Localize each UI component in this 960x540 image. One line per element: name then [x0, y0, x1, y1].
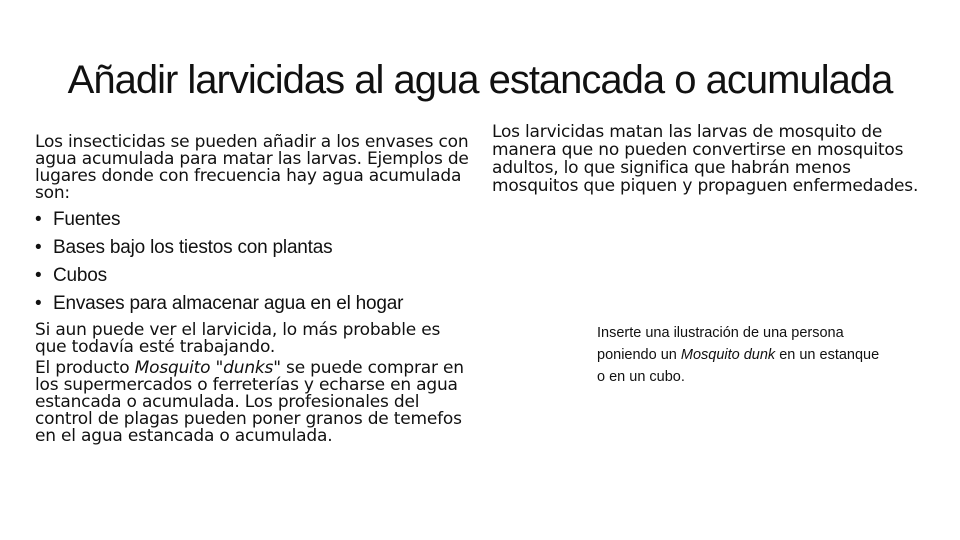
intro-paragraph: Los insecticidas se pueden añadir a los envases con agua acumulada para matar las larvas. Ejemplos de lugares donde con frecuencia hay agua acumulada son:	[35, 132, 469, 203]
bullet-icon: •	[35, 293, 42, 314]
followup-paragraph: Si aun puede ver el larvicida, lo más probable es que todavía esté trabajando.	[35, 320, 441, 357]
note-prefix: Inserte una ilustración de una persona poniendo un	[597, 325, 844, 363]
product-name: Mosquito "dunks"	[134, 358, 281, 378]
list-item-text: Fuentes	[53, 209, 121, 230]
list-item	[35, 262, 475, 290]
list-item	[35, 234, 475, 262]
list-item-text: Envases para almacenar agua en el hogar	[53, 293, 404, 314]
bullet-icon: •	[35, 209, 42, 230]
list-item-text: Bases bajo los tiestos con plantas	[53, 237, 333, 258]
list-item-text: Cubos	[53, 265, 107, 286]
slide-title: Añadir larvicidas al agua estancada o acumulada	[67, 58, 893, 102]
water-sources-list	[35, 206, 475, 318]
right-column-text: Los larvicidas matan las larvas de mosquito de manera que no pueden convertirse en mosquitos adultos, lo que significa que habrán menos mosquitos que piquen y propaguen enfermedades.	[492, 122, 919, 196]
note-suffix: en un estanque o en un cubo.	[597, 347, 880, 385]
left-column	[35, 134, 475, 445]
product-description: se puede comprar en los supermercados o ferreterías y echarse en agua estancada o acumulada. Los profesionales del control de plagas pueden poner granos de temefos en el agua estancada o acumulada.	[35, 358, 464, 446]
bullet-icon: •	[35, 265, 42, 286]
bullet-icon: •	[35, 237, 42, 258]
product-prefix: El producto	[35, 358, 135, 378]
note-emphasis: Mosquito dunk	[680, 347, 776, 363]
illustration-placeholder-note	[597, 322, 887, 388]
list-item	[35, 206, 475, 234]
product-paragraph	[35, 360, 475, 445]
list-item	[35, 290, 475, 318]
